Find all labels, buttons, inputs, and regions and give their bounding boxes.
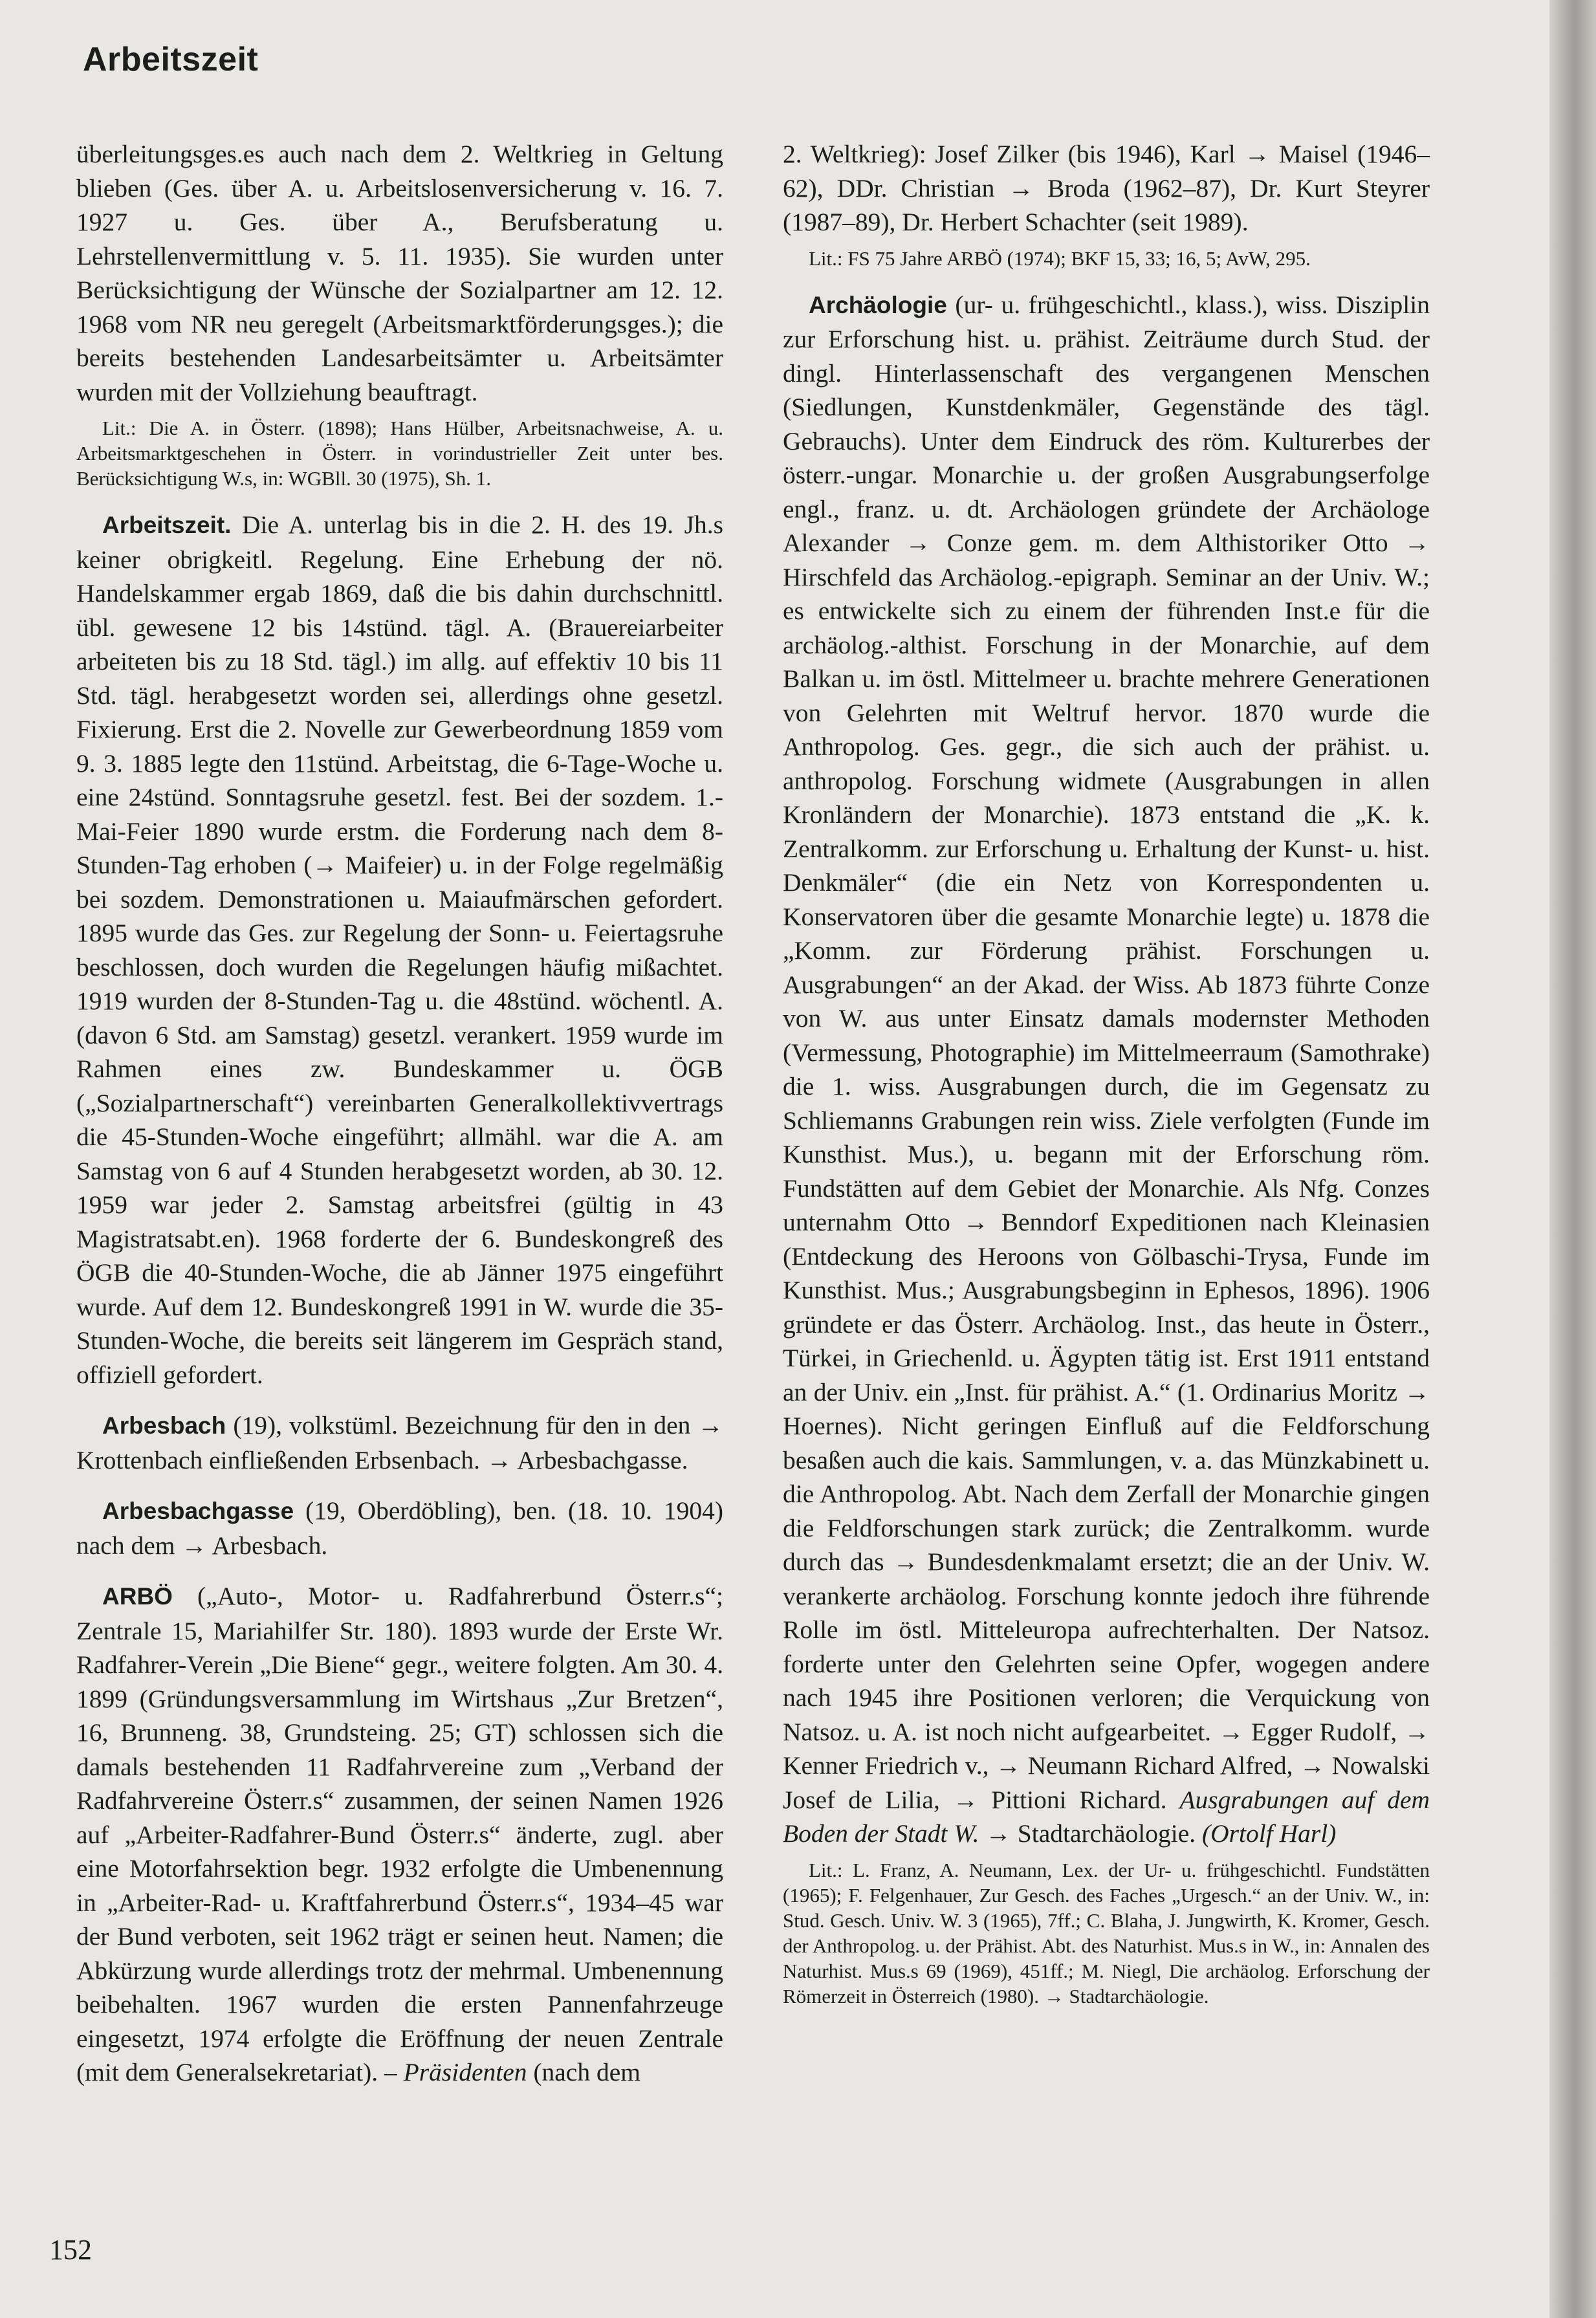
entry-keyword: ARBÖ <box>102 1583 173 1610</box>
entry-text: (ur- u. frühgeschichtl., klass.), wiss. Disziplin zur Erforschung hist. u. prähist. Zeiträume durch Stud. der dingl. Hinterlassenschaft des vergangenen Menschen (Siedlungen, Kunstdenkmäler, Gegenstände des tägl. Gebrauchs). Unter dem Eindruck des röm. Kulturerbes der österr.-ungar. Monarchie u. der großen Ausgrabungserfolge engl., franz. u. dt. Archäologen gründete der Archäologe Alexander → Conze gem. m. dem Althistoriker Otto → Hirschfeld das Archäolog.-epigraph. Seminar an der Univ. W.; es entwickelte sich zu einem der führenden Inst.e für die archäolog.-althist. Forschung in der Monarchie, auf dem Balkan u. im östl. Mittelmeer u. brachte mehrere Generationen von Gelehrten mit Weltruf hervor. 1870 wurde die Anthropolog. Ges. gegr., die sich auch der prähist. u. anthropolog. Forschung widmete (Ausgrabungen in allen Kronländern der Monarchie). 1873 entstand die „K. k. Zentralkomm. zur Erforschung u. Erhaltung der Kunst- u. hist. Denkmäler“ (die ein Netz von Korrespondenten u. Konservatoren über die gesamte Monarchie legte) u. 1878 die „Komm. zur Förderung prähist. Forschungen u. Ausgrabungen“ an der Akad. der Wiss. Ab 1873 führte Conze von W. aus unter Einsatz damals modernster Methoden (Vermessung, Photographie) im Mittelmeerraum (Samothrake) die 1. wiss. Ausgrabungen durch, die im Gegensatz zu Schliemanns Grabungen rein wiss. Ziele verfolgten (Funde im Kunsthist. Mus.), u. begann mit der Erforschung röm. Fundstätten auf dem Gebiet der Monarchie. Als Nfg. Conzes unternahm Otto → Benndorf Expeditionen nach Kleinasien (Entdeckung des Heroons von Gölbaschi-Trysa, Funde im Kunsthist. Mus.; Ausgrabungsbeginn in Ephesos, 1896). 1906 gründete er das Österr. Archäolog. Inst., das heute in Österr., Türkei, in Griechenld. u. Ägypten tätig ist. Erst 1911 entstand an der Univ. ein „Inst. für prähist. A.“ (1. Ordinarius Moritz → Hoernes). Nicht geringen Einfluß auf die Feldforschung besaßen auch die kais. Sammlungen, v. a. das Münzkabinett u. die Anthropolog. Abt. Nach dem Zerfall der Monarchie gingen die Feldforschungen stark zurück; die Zentralkomm. wurde durch das → Bundesdenkmalamt ersetzt; die an der Univ. W. verankerte archäolog. Forschung konnte jedoch ihre führende Rolle im östl. Mitteleuropa aufrechterhalten. Der Natsoz. forderte unter den Gelehrten seine Opfer, wogegen andere nach 1945 ihre Positionen verloren; die Verquickung von Natsoz. u. A. ist noch nicht aufgearbeitet. → Egger Rudolf, → Kenner Friedrich v., → Neumann Richard Alfred, → Nowalski Josef de Lilia, → Pittioni Richard. <box>783 290 1430 1814</box>
literature-note: Lit.: L. Franz, A. Neumann, Lex. der Ur- u. frühgeschichtl. Fundstätten (1965); F. Felgenhauer, Zur Gesch. des Faches „Urgesch.“ an der Univ. W., in: Stud. Gesch. Univ. W. 3 (1965), 7ff.; C. Blaha, J. Jungwirth, K. Kromer, Gesch. der Anthropolog. u. der Prähist. Abt. des Naturhist. Mus.s in W., in: Annalen des Naturhist. Mus.s 69 (1969), 451ff.; M. Niegl, Die archäolog. Erforschung der Römerzeit in Österreich (1980). → Stadtarchäologie. <box>783 1858 1430 2007</box>
literature-note: Lit.: Die A. in Österr. (1898); Hans Hülber, Arbeitsnachweise, A. u. Arbeitsmarktgeschehen in Österr. in vorindustrieller Zeit unter bes. Berücksichtigung W.s, in: WGBll. 30 (1975), Sh. 1. <box>76 417 723 490</box>
entry-tail: (nach dem <box>527 2058 640 2086</box>
right-column <box>783 137 1430 2022</box>
entry-text: („Auto-, Motor- u. Radfahrerbund Österr.s“; Zentrale 15, Mariahilfer Str. 180). 1893 wurde der Erste Wr. Radfahrer-Verein „Die Biene“ gegr., weitere folgten. Am 30. 4. 1899 (Gründungsversammlung im Wirtshaus „Zur Bretzen“, 16, Brunneng. 38, Grundsteing. 25; GT) schlossen sich die damals bestehenden 11 Radfahrvereine zum „Verband der Radfahrvereine Österr.s“ zusammen, der seinen Namen 1926 auf „Arbeiter-Radfahrer-Bund Österr.s“ änderte, zugl. aber eine Motorfahrsektion begr. 1932 erfolgte die Umbenennung in „Arbeiter-Rad- u. Kraftfahrerbund Österr.s“, 1934–45 war der Bund verboten, seit 1962 trägt er seinen heut. Namen; die Abkürzung wurde allerdings trotz der mehrmal. Umbenennung beibehalten. 1967 wurden die ersten Pannenfahrzeuge eingesetzt, 1974 erfolgte die Eröffnung der neuen Zentrale (mit dem Generalsekretariat). – <box>76 1582 723 2086</box>
entry-keyword: Arbesbach <box>102 1412 226 1439</box>
entry-arbesbach <box>76 1408 723 1477</box>
entry-arbesbachgasse <box>76 1494 723 1562</box>
entry-archaeologie <box>783 288 1430 1851</box>
entry-italic: Ausgrabungen auf dem Boden der Stadt W. <box>783 1785 1430 1848</box>
book-gutter-shadow <box>1549 0 1596 2318</box>
running-header: Arbeitszeit <box>83 41 259 78</box>
entry-keyword: Arbesbachgasse <box>102 1498 294 1524</box>
literature-note: Lit.: FS 75 Jahre ARBÖ (1974); BKF 15, 33; 16, 5; AvW, 295. <box>809 246 1311 270</box>
entry-arboe <box>76 1579 723 2090</box>
entry-italic: Präsidenten <box>403 2058 527 2086</box>
entry-text: (19), volkstüml. Bezeichnung für den in den → Krottenbach einfließenden Erbsenbach. → Arbesbachgasse. <box>76 1411 723 1474</box>
entry-keyword: Arbeitszeit. <box>102 512 232 538</box>
continued-paragraph: 2. Weltkrieg): Josef Zilker (bis 1946), Karl → Maisel (1946–62), DDr. Christian → Broda (1962–87), Dr. Kurt Steyrer (1987–89), Dr. Herbert Schachter (seit 1989). <box>783 140 1430 236</box>
entry-keyword: Archäologie <box>809 291 947 318</box>
entry-arbeitszeit <box>76 508 723 1392</box>
page-number: 152 <box>49 2234 92 2266</box>
left-column <box>76 137 723 2090</box>
entry-text: (19, Oberdöbling), ben. (18. 10. 1904) nach dem → Arbesbach. <box>76 1496 723 1560</box>
entry-author: (Ortolf Harl) <box>1201 1819 1337 1848</box>
continued-paragraph: überleitungsges.es auch nach dem 2. Weltkrieg in Geltung blieben (Ges. über A. u. Arbeitslosenversicherung v. 16. 7. 1927 u. Ges. über A., Berufsberatung u. Lehrstellenvermittlung v. 5. 11. 1935). Sie wurden unter Berücksichtigung der Wünsche der Sozialpartner am 12. 12. 1968 vom NR neu geregelt (Arbeitsmarktförderungsges.); die bereits bestehenden Landesarbeitsämter u. Arbeitsämter wurden mit der Vollziehung beauftragt. <box>76 140 723 406</box>
entry-text: Die A. unterlag bis in die 2. H. des 19. Jh.s keiner obrigkeitl. Regelung. Eine Erhebung der nö. Handelskammer ergab 1869, daß die bis dahin durchschnittl. übl. gewesene 12 bis 14stünd. tägl. A. (Brauereiarbeiter arbeiteten bis zu 18 Std. tägl.) im allg. auf effektiv 10 bis 11 Std. tägl. herabgesetzt worden sei, allerdings ohne gesetzl. Fixierung. Erst die 2. Novelle zur Gewerbeordnung 1859 vom 9. 3. 1885 legte den 11stünd. Arbeitstag, die 6-Tage-Woche u. eine 24stünd. Sonntagsruhe gesetzl. fest. Bei der sozdem. 1.-Mai-Feier 1890 wurde erstm. die Forderung nach dem 8-Stunden-Tag erhoben (→ Maifeier) u. in der Folge regelmäßig bei sozdem. Demonstrationen u. Maiaufmärschen gefordert. 1895 wurde das Ges. zur Regelung der Sonn- u. Feiertagsruhe beschlossen, doch wurden die Regelungen häufig mißachtet. 1919 wurden der 8-Stunden-Tag u. die 48stünd. wöchentl. A. (davon 6 Std. am Samstag) gesetzl. verankert. 1959 wurde im Rahmen eines zw. Bundeskammer u. ÖGB („Sozialpartnerschaft“) vereinbarten Generalkollektivvertrags die 45-Stunden-Woche eingeführt; allmähl. war die A. am Samstag von 6 auf 4 Stunden herabgesetzt worden, ab 30. 12. 1959 war jeder 2. Samstag arbeitsfrei (gültig in 43 Magistratsabt.en). 1968 forderte der 6. Bundeskongreß des ÖGB die 40-Stunden-Woche, die ab Jänner 1975 eingeführt wurde. Auf dem 12. Bundeskongreß 1991 in W. wurde die 35-Stunden-Woche, die bereits seit längerem im Gespräch stand, offiziell gefordert. <box>76 510 723 1389</box>
entry-tail: → Stadtarchäologie. <box>979 1819 1196 1848</box>
